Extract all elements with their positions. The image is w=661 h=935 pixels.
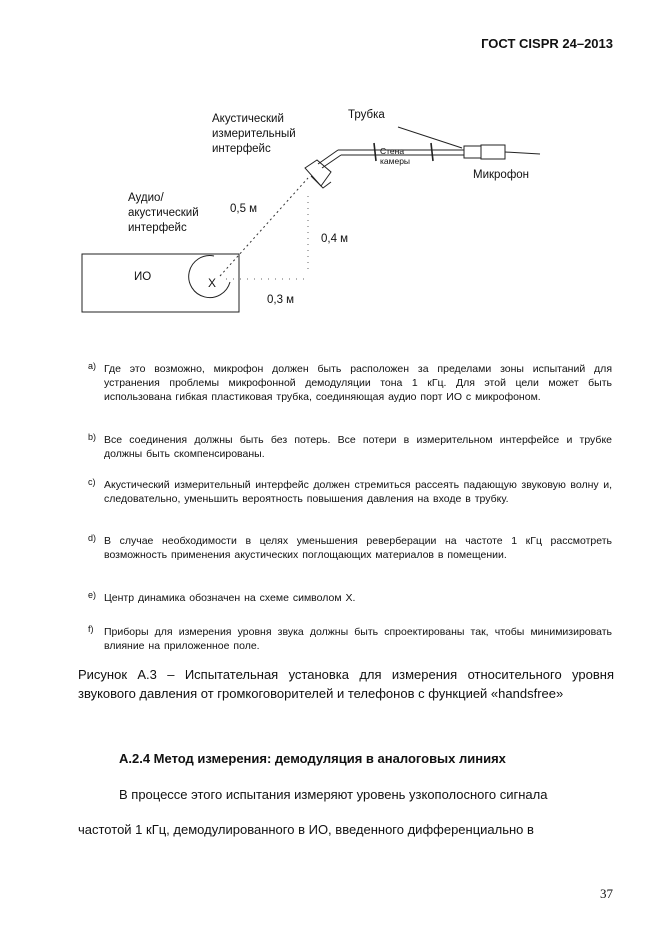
chamber-wall-left [374, 143, 376, 161]
test-setup-diagram [0, 0, 661, 330]
section-heading: А.2.4 Метод измерения: демодуляция в аналоговых линиях [119, 751, 506, 766]
eut-label: ИО [134, 271, 152, 283]
chamber-wall-right [431, 143, 433, 161]
audio-interface-label: Аудио/ акустический интерфейс [128, 192, 199, 234]
speaker-center-mark: X [208, 276, 217, 290]
microphone-label: Микрофон [473, 169, 530, 181]
page-number: 37 [600, 886, 613, 901]
note-c: c) Акустический измерительный интерфейс должен стремиться рассеять падающую звуковую волну и, следовательно, уменьшить вероятность повышения давления на входе в трубку. [88, 477, 612, 505]
diagonal-distance-label: 0,5 м [230, 203, 258, 215]
acoustic-interface-label: Акустический измерительный интерфейс [212, 113, 296, 155]
document-standard-header: ГОСТ CISPR 24–2013 [481, 36, 613, 51]
tube-label: Трубка [348, 109, 385, 121]
body-paragraph-line-2: частотой 1 кГц, демодулированного в ИО, введенного дифференциально в [78, 822, 534, 837]
diagonal-distance-line [220, 178, 308, 276]
note-b: b) Все соединения должны быть без потерь. Все потери в измерительном интерфейсе и трубке должны быть скомпенсированы. [88, 432, 612, 460]
figure-caption: Рисунок А.3 – Испытательная установка для измерения относительного уровня звукового давления от громкоговорителей и телефонов с функцией «handsfree» [78, 667, 614, 701]
chamber-wall-label: Стена камеры [380, 146, 411, 166]
note-e: e) Центр динамика обозначен на схеме символом X. [88, 590, 356, 604]
microphone-cable [505, 152, 540, 154]
note-a: a) Где это возможно, микрофон должен быть расположен за пределами зоны испытаний для устранения проблемы микрофонной демодуляции тона 1 кГц. Для этой цели может быть использована гибкая пластиковая трубка, соединяющая аудио порт ИО с микрофоном. [88, 361, 612, 403]
body-paragraph-line-1: В процессе этого испытания измеряют уровень узкополосного сигнала [119, 787, 548, 802]
note-f: f) Приборы для измерения уровня звука должны быть спроектированы так, чтобы минимизировать влияние на приложенное поле. [88, 624, 612, 652]
microphone-body [464, 146, 481, 158]
vertical-distance-label: 0,4 м [321, 233, 349, 245]
note-d: d) В случае необходимости в целях уменьшения реверберации на частоте 1 кГц рассмотреть возможность применения акустических поглощающих материалов в помещении. [88, 533, 612, 561]
horizontal-distance-label: 0,3 м [267, 294, 295, 306]
